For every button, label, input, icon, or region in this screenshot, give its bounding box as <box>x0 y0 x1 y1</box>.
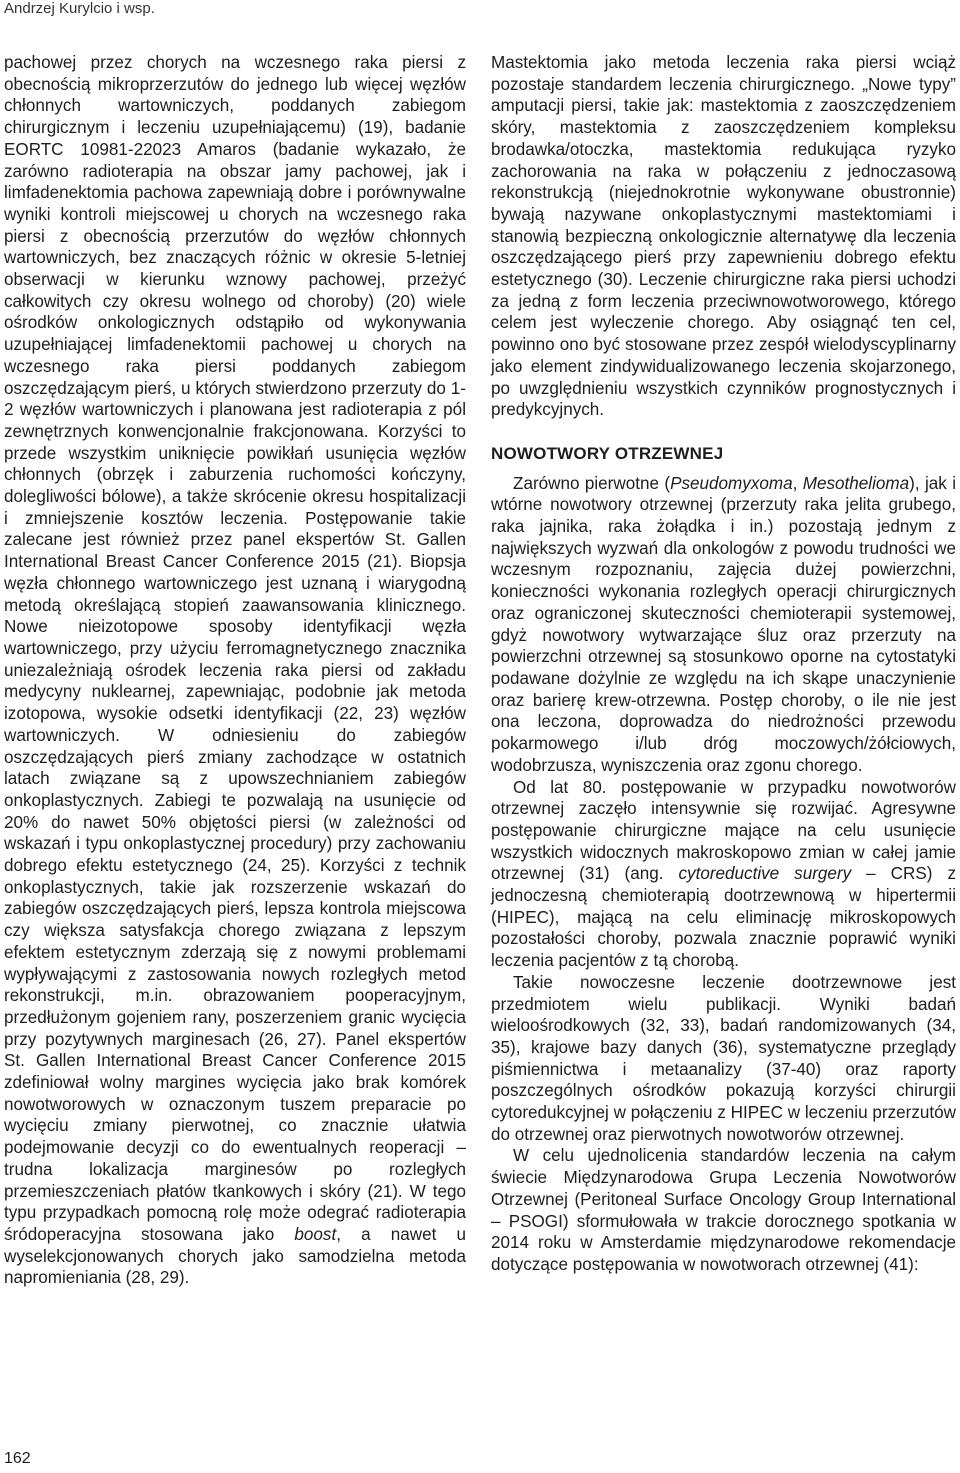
right-paragraph-2-text-c: ), jak i wtórne nowotwory otrzewnej (przerzuty raka jelita grubego, raka jajnika, raka żołądka i in.) pozostają jednym z największych wyzwań dla onkologów z powodu trudności we wczesnym rozpoznaniu, zajęcia dużej powierzchni, konieczności wykonania rozległych operacji chirurgicznych oraz ograniczonej skuteczności chemioterapii systemowej, gdyż nowotwory wytwarzające śluz oraz przerzuty na powierzchni otrzewnej są stosunkowo oporne na cytostatyki podawane dożylnie ze względu na ich skąpe unaczynienie oraz barierę krew-otrzewna. Postęp choroby, o ile nie jest ona leczona, doprowadza do niedrożności przewodu pokarmowego i/lub dróg moczowych/żółciowych, wodobrzusza, wyniszczenia oraz zgonu chorego. <box>491 473 956 775</box>
right-paragraph-2 <box>491 473 956 777</box>
left-paragraph-1-text-a: pachowej przez chorych na wczesnego raka piersi z obecnością mikroprzerzutów do jednego lub więcej węzłów chłonnych wartowniczych, poddanych zabiegom chirurgicznym i leczeniu uzupełniającemu) (19), badanie EORTC 10981-22023 Amaros (badanie wykazało, że zarówno radioterapia na obszar jamy pachowej, jak i limfadenektomia pachowa zapewniają dobre i porównywalne wyniki kontroli miejscowej u chorych na wczesnego raka piersi z obecnością przerzutów do węzłów chłonnych wartowniczych, bez znaczących różnic w okresie 5-letniej obserwacji w kierunku wznowy pachowej, przeżyć całkowitych czy okresu wolnego od choroby) (20) wiele ośrodków onkologicznych odstąpiło od wykonywania uzupełniającej limfadenektomii pachowej u chorych na wczesnego raka piersi poddanych zabiegom oszczędzającym pierś, u których stwierdzono przerzuty do 1-2 węzłów wartowniczych i planowana jest radioterapia z pól zewnętrznych konwencjonalnie frakcjonowana. Korzyści to przede wszystkim uniknięcie powikłań usunięcia węzłów chłonnych (obrzęk i zaburzenia ruchomości kończyny, dolegliwości bólowe), a także skrócenie okresu hospitalizacji i zmniejszenie kosztów leczenia. Postępowanie takie zalecane jest również przez panel ekspertów St. Gallen International Breast Cancer Conference 2015 (21). Biopsja węzła chłonnego wartowniczego jest uznaną i wiarygodną metodą określającą stopień zaawansowania klinicznego. Nowe nieizotopowe sposoby identyfikacji węzła wartowniczego, przy użyciu ferromagnetycznego znacznika uniezależniają ośrodek leczenia raka piersi od zakładu medycyny nuklearnej, zapewniając, podobnie jak metoda izotopowa, wysokie odsetki identyfikacji (22, 23) węzłów wartowniczych. W odniesieniu do zabiegów oszczędzających pierś zmiany zachodzące w ostatnich latach związane są z upowszechnianiem zabiegów onkoplastycznych. Zabiegi te pozwalają na usunięcie od 20% do nawet 50% objętości piersi (w zależności od wskazań i typu onkoplastycznej procedury) przy zachowaniu dobrego efektu estetycznego (24, 25). Korzyści z technik onkoplastycznych, takie jak rozszerzenie wskazań do zabiegów oszczędzających pierś, lepsza kontrola miejscowa czy większa satysfakcja chorego związana z lepszym efektem estetycznym zderzają się z nowymi problemami wypływającymi z zastosowania nowych rozległych metod rekonstrukcji, m.in. obrazowaniem pooperacyjnym, przedłużonym gojeniem rany, poszerzeniem granic wycięcia przy pozytywnych marginesach (26, 27). Panel ekspertów St. Gallen International Breast Cancer Conference 2015 zdefiniował wolny margines wycięcia jako brak komórek nowotworowych w oznaczonym tuszem preparacie po wycięciu zmiany pierwotnej, co znacznie ułatwia podejmowanie decyzji co do ewentualnych reoperacji – trudna lokalizacja marginesów po rozległych przemieszczeniach płatów tkankowych i skóry (21). W tego typu przypadkach pomocną rolę może odegrać radioterapia śródoperacyjna stosowana jako <box>4 53 466 1244</box>
left-paragraph-1 <box>4 52 466 1289</box>
running-header-authors: Andrzej Kurylcio i wsp. <box>4 0 155 17</box>
right-paragraph-4: Takie nowoczesne leczenie dootrzewnowe jest przedmiotem wielu publikacji. Wyniki badań wieloośrodkowych (32, 33), badań randomizowanych (34, 35), krajowe bazy danych (36), systematyczne przeglądy piśmiennictwa i metaanalizy (37-40) oraz raporty poszczególnych ośrodków pokazują korzyści chirurgii cytoredukcyjnej w połączeniu z HIPEC w leczeniu przerzutów do otrzewnej oraz pierwotnych nowotworów otrzewnej. <box>491 972 956 1144</box>
right-paragraph-3-text-a: Od lat 80. postępowanie w przypadku nowotworów otrzewnej zaczęło intensywnie się rozwijać. Agresywne postępowanie chirurgiczne mające na celu usunięcie wszystkich widocznych makroskopowo zmian w całej jamie otrzewnej (31) (ang. <box>491 777 956 884</box>
left-paragraph-1-italic-term: boost <box>294 1224 337 1244</box>
left-paragraph-1-text-b: , a nawet u wyselekcjonowanych chorych jako samodzielna metoda napromieniania (28, 29). <box>4 1224 466 1288</box>
right-paragraph-3-italic-term: cytoreductive surgery <box>678 864 852 884</box>
right-column <box>491 52 956 1276</box>
right-paragraph-1: Mastektomia jako metoda leczenia raka piersi wciąż pozostaje standardem leczenia chirurgicznego. „Nowe typy” amputacji piersi, takie jak: mastektomia z zaoszczędzeniem skóry, mastektomia z zaoszczędzeniem kompleksu brodawka/otoczka, mastektomia redukująca ryzyko zachorowania na raka w połączeniu z jednoczasową rekonstrukcją (niejednokrotnie wykonywane obustronnie) bywają nazywane onkoplastycznymi mastektomiami i stanowią bezpieczną onkologicznie alternatywę dla leczenia oszczędzającego pierś przy zapewnieniu dobrego efektu estetycznego (30). Leczenie chirurgiczne raka piersi uchodzi za jedną z form leczenia przeciwnowotworowego, którego celem jest wyleczenie chorego. Aby osiągnąć ten cel, powinno ono być stosowane przez zespół wielodyscyplinarny jako element zindywidualizowanego leczenia skojarzonego, po uwzględnieniu wszystkich czynników prognostycznych i predykcyjnych. <box>491 53 956 420</box>
page-number: 162 <box>4 1450 31 1467</box>
right-paragraph-2-italic-pseudomyxoma: Pseudomyxoma <box>670 473 793 493</box>
right-paragraph-2-text-a: Zarówno pierwotne ( <box>513 473 671 493</box>
left-column <box>4 52 466 1289</box>
right-paragraph-3 <box>491 777 956 972</box>
right-paragraph-3-text-b: – CRS) z jednoczesną chemioterapią dootrzewnową w hipertermii (HIPEC), mającą na celu eliminację mikroskopowych pozostałości choroby, pozwala znacznie poprawić wyniki leczenia pacjentów z tą chorobą. <box>491 864 956 971</box>
right-paragraph-2-italic-mesothelioma: Mesothelioma <box>802 473 910 493</box>
right-paragraph-2-text-b: , <box>792 473 803 493</box>
section-heading-nowotwory-otrzewnej: NOWOTWORY OTRZEWNEJ <box>491 443 724 463</box>
right-paragraph-5: W celu ujednolicenia standardów leczenia na całym świecie Międzynarodowa Grupa Leczenia Nowotworów Otrzewnej (Peritoneal Surface Oncology Group International – PSOGI) sformułowała w trakcie dorocznego spotkania w 2014 roku w Amsterdamie międzynarodowe rekomendacje dotyczące postępowania w nowotworach otrzewnej (41): <box>491 1146 956 1274</box>
